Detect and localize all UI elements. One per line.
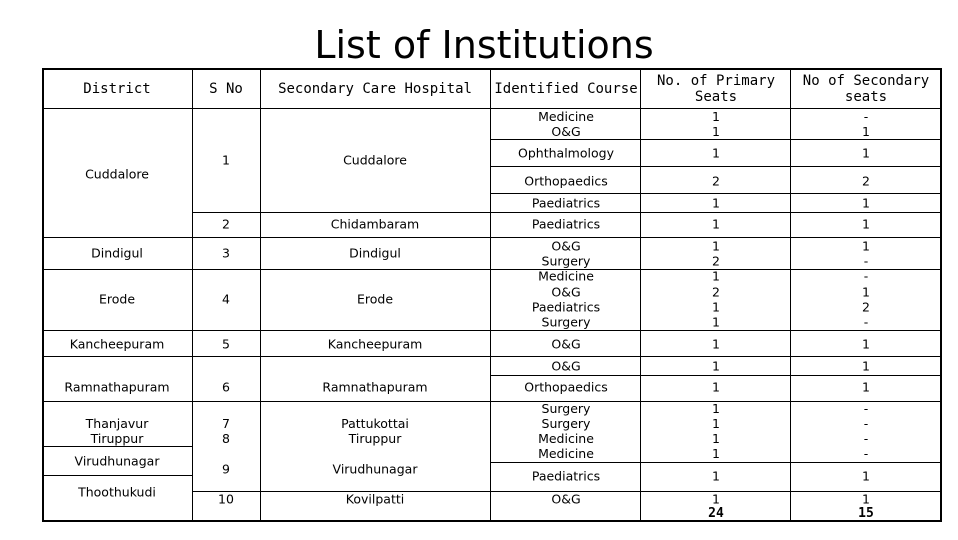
secondary-cell <box>864 401 869 461</box>
secondary-value: 2 <box>862 299 870 315</box>
hospital-cell: Erode <box>356 291 394 307</box>
sno-cell: 2 <box>222 216 230 232</box>
secondary-cell: 1 <box>862 379 870 395</box>
header-divider <box>42 108 942 109</box>
course-cell: Paediatrics <box>531 468 601 484</box>
secondary-cell: 1 <box>862 145 870 161</box>
course-cell: O&G <box>551 491 581 507</box>
secondary-cell: 2 <box>862 173 870 189</box>
primary-cell: 1 <box>712 379 720 395</box>
hospital-cell: Cuddalore <box>343 152 407 168</box>
secondary-cell <box>862 285 870 330</box>
primary-cell: 1 <box>712 358 720 374</box>
course-cell: Orthopaedics <box>524 379 608 395</box>
course-cell <box>538 109 594 139</box>
total-primary-seats: 24 <box>708 506 724 521</box>
course-cell <box>538 401 594 461</box>
col-divider <box>260 68 261 522</box>
primary-value: 1 <box>712 268 720 284</box>
course-cell: Ophthalmology <box>518 145 614 161</box>
sno-cell <box>222 416 230 446</box>
primary-cell: 1 <box>712 491 720 507</box>
total-secondary-seats: 15 <box>858 506 874 521</box>
header-secondary-line1: No of Secondary <box>802 73 930 89</box>
header-primary-line1: No. of Primary <box>656 73 776 89</box>
course-text: Surgery <box>541 416 591 431</box>
table-border-right <box>940 68 942 522</box>
district-cell: Cuddalore <box>85 166 149 182</box>
course-text: Medicine <box>538 431 594 446</box>
course-cell: Paediatrics <box>531 216 601 232</box>
hospital-text: Pattukottai <box>341 416 409 431</box>
sno-cell: 1 <box>222 152 230 168</box>
secondary-value: - <box>863 401 869 416</box>
primary-value: 1 <box>712 299 720 315</box>
course-cell: Orthopaedics <box>524 173 608 189</box>
primary-cell <box>712 109 720 139</box>
course-cell: O&G <box>551 336 581 352</box>
row-divider <box>192 212 942 213</box>
secondary-cell: 1 <box>862 468 870 484</box>
primary-value: 2 <box>712 284 720 300</box>
header-sno: S No <box>209 81 243 97</box>
district-cell: Erode <box>98 291 136 307</box>
primary-value: 1 <box>712 124 720 139</box>
primary-cell <box>712 401 720 461</box>
header-secondary-line2: seats <box>844 89 888 105</box>
row-divider <box>490 139 942 140</box>
primary-cell: 1 <box>712 468 720 484</box>
header-secondary-seats <box>803 73 929 105</box>
secondary-value: - <box>863 314 869 330</box>
hospital-cell: Kovilpatti <box>345 491 405 507</box>
header-hospital: Secondary Care Hospital <box>278 81 472 97</box>
course-text: O&G <box>551 284 581 300</box>
primary-value: 2 <box>712 253 720 269</box>
col-divider <box>490 68 491 522</box>
district-cell <box>86 416 149 446</box>
table-border-top <box>42 68 942 70</box>
course-text: O&G <box>551 124 581 139</box>
secondary-value: 1 <box>862 124 870 139</box>
header-primary-seats <box>657 73 775 105</box>
secondary-cell <box>862 109 870 139</box>
row-divider <box>42 356 942 357</box>
primary-cell: 1 <box>712 145 720 161</box>
district-cell: Virudhunagar <box>74 453 160 469</box>
hospital-text: Tiruppur <box>348 431 402 446</box>
page-title: List of Institutions <box>314 23 654 67</box>
course-cell: O&G <box>551 358 581 374</box>
primary-value: 1 <box>712 238 720 254</box>
row-divider <box>42 269 942 270</box>
header-district: District <box>83 81 151 97</box>
primary-value: 1 <box>712 446 720 461</box>
sno-cell: 9 <box>222 461 230 477</box>
course-text: Surgery <box>541 401 591 416</box>
primary-cell: 1 <box>712 336 720 352</box>
col-divider <box>640 68 641 522</box>
primary-cell <box>712 285 720 330</box>
primary-value: 1 <box>712 416 720 431</box>
secondary-cell: 1 <box>862 491 870 507</box>
secondary-cell: 1 <box>862 358 870 374</box>
secondary-value: - <box>863 253 869 269</box>
course-cell <box>532 285 600 330</box>
district-cell: Kancheepuram <box>69 336 165 352</box>
secondary-value: - <box>863 446 869 461</box>
hospital-cell: Kancheepuram <box>327 336 423 352</box>
header-primary-line2: Seats <box>694 89 738 105</box>
primary-value: 1 <box>712 431 720 446</box>
district-cell: Thoothukudi <box>78 484 156 500</box>
sno-text: 8 <box>222 431 230 446</box>
sno-cell: 3 <box>222 245 230 261</box>
row-divider <box>42 330 942 331</box>
sno-cell: 5 <box>222 336 230 352</box>
primary-cell: 1 <box>712 195 720 211</box>
table-border-bottom <box>42 520 942 522</box>
sno-text: 7 <box>222 416 230 431</box>
row-divider <box>490 462 942 463</box>
hospital-cell: Dindigul <box>349 245 401 261</box>
secondary-value: - <box>863 431 869 446</box>
course-text: Paediatrics <box>531 299 601 315</box>
row-divider <box>42 475 192 476</box>
sno-cell: 10 <box>218 491 234 507</box>
secondary-cell: 1 <box>862 195 870 211</box>
district-cell: Ramnathapuram <box>64 379 170 395</box>
course-cell <box>538 239 594 284</box>
district-cell: Dindigul <box>91 245 143 261</box>
secondary-value: 1 <box>862 284 870 300</box>
secondary-cell: 1 <box>862 336 870 352</box>
row-divider <box>490 193 942 194</box>
row-divider <box>42 446 192 447</box>
header-course: Identified Course <box>494 81 638 97</box>
secondary-value: 1 <box>862 238 870 254</box>
primary-value: 1 <box>712 109 720 124</box>
row-divider <box>42 401 942 402</box>
hospital-cell: Chidambaram <box>330 216 420 232</box>
secondary-value: - <box>863 109 869 124</box>
primary-cell: 1 <box>712 216 720 232</box>
col-divider <box>192 68 193 522</box>
sno-cell: 6 <box>222 379 230 395</box>
hospital-cell: Virudhunagar <box>332 461 418 477</box>
sno-cell: 4 <box>222 291 230 307</box>
course-text: O&G <box>551 238 581 254</box>
district-text: Tiruppur <box>90 431 144 446</box>
course-text: Medicine <box>538 268 594 284</box>
course-text: Medicine <box>538 446 594 461</box>
course-text: Surgery <box>541 314 591 330</box>
primary-value: 1 <box>712 314 720 330</box>
hospital-cell <box>341 416 409 446</box>
primary-cell <box>712 239 720 284</box>
table-border-left <box>42 68 44 522</box>
course-text: Medicine <box>538 109 594 124</box>
secondary-value: - <box>863 416 869 431</box>
secondary-cell: 1 <box>862 216 870 232</box>
row-divider <box>42 237 942 238</box>
col-divider <box>790 68 791 522</box>
secondary-cell <box>862 239 870 284</box>
course-cell: Paediatrics <box>531 195 601 211</box>
row-divider <box>490 166 942 167</box>
primary-value: 1 <box>712 401 720 416</box>
hospital-cell: Ramnathapuram <box>322 379 428 395</box>
secondary-value: - <box>863 268 869 284</box>
row-divider <box>490 375 942 376</box>
course-text: Surgery <box>541 253 591 269</box>
primary-cell: 2 <box>712 173 720 189</box>
district-text: Thanjavur <box>85 416 149 431</box>
